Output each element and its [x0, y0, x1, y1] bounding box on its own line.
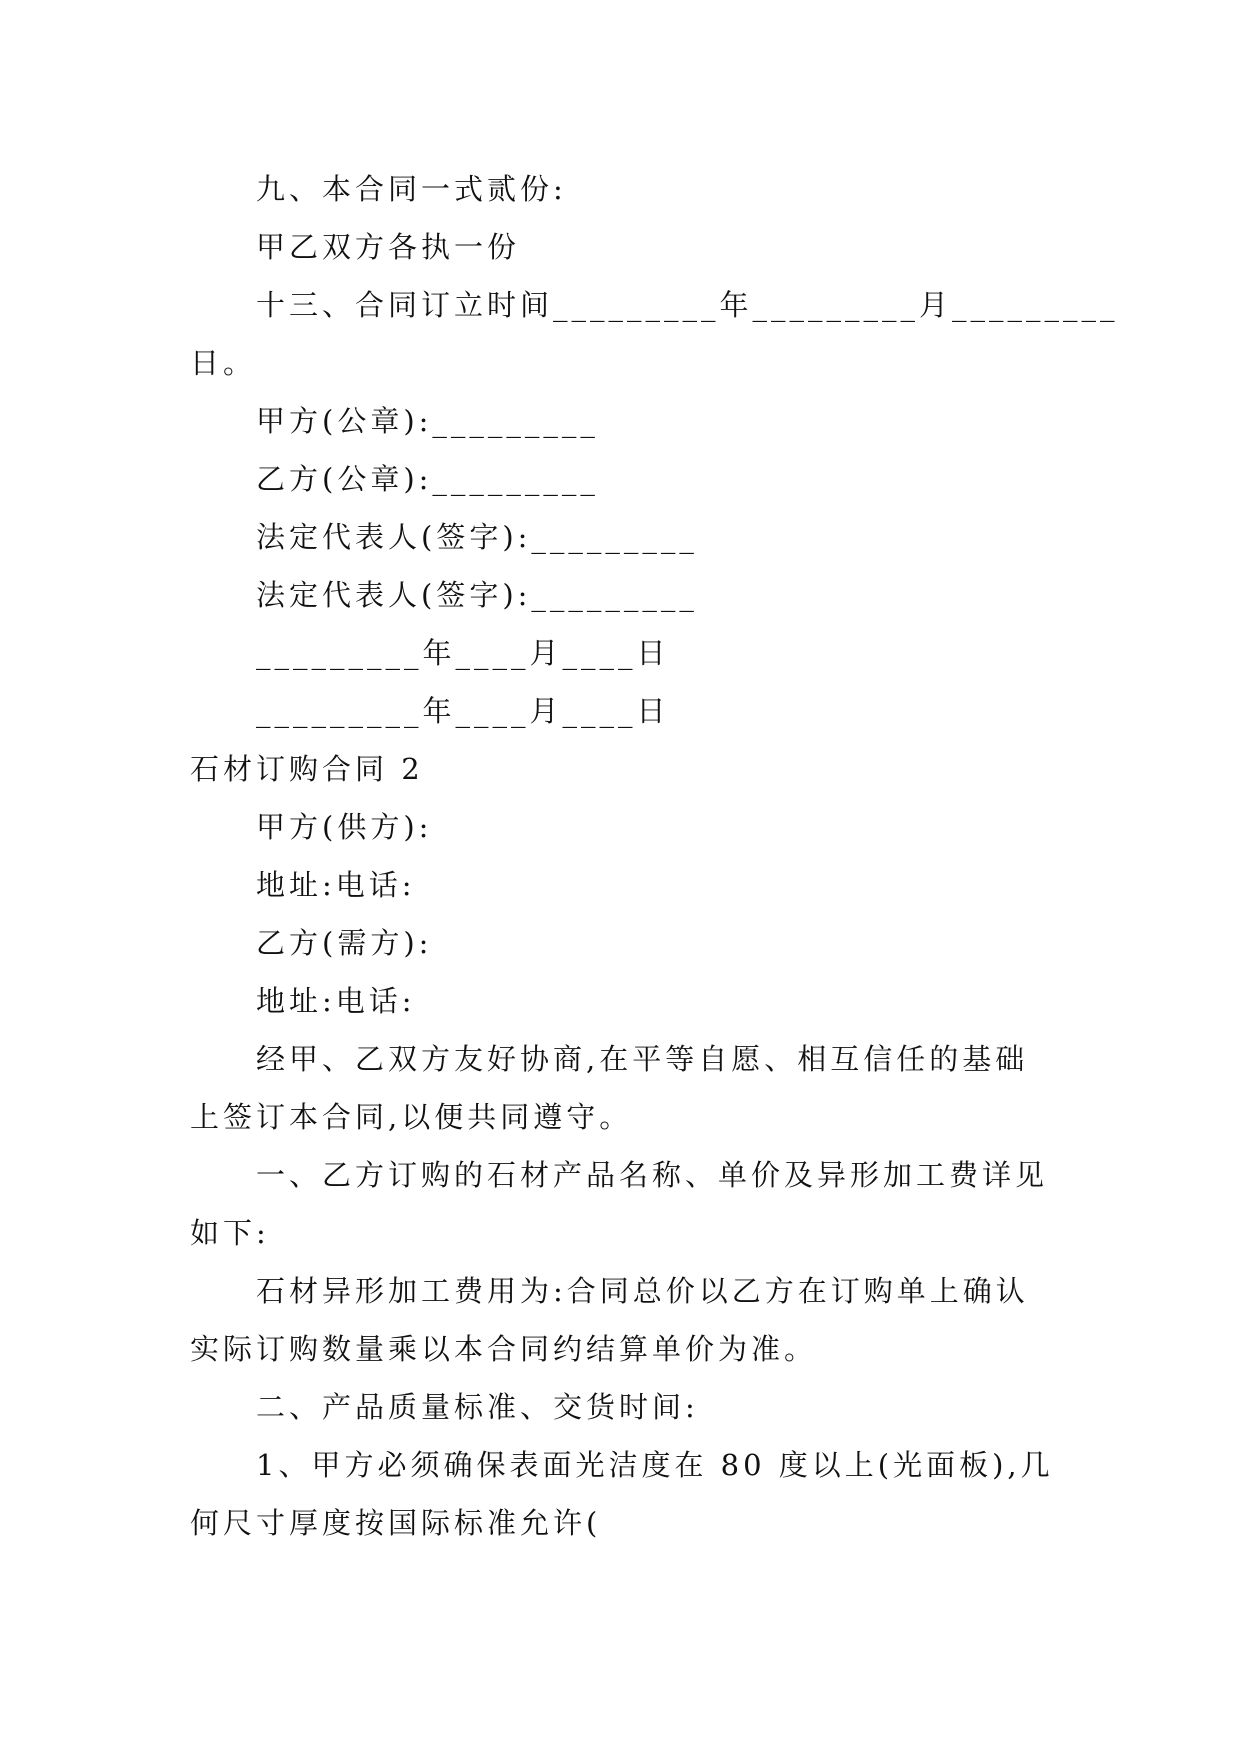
- text-line: 上签订本合同,以便共同遵守。: [190, 1100, 633, 1134]
- text-line: 法定代表人(签字):_________: [256, 520, 698, 554]
- text-line: 石材异形加工费用为:合同总价以乙方在订购单上确认: [256, 1274, 1029, 1308]
- text-line: _________年____月____日: [256, 636, 670, 670]
- text-line: 十三、合同订立时间_________年_________月_________: [256, 288, 1119, 322]
- text-line: 1、甲方必须确保表面光洁度在 80 度以上(光面板),几: [256, 1448, 1054, 1482]
- text-line: 甲方(公章):_________: [256, 404, 599, 438]
- text-line: _________年____月____日: [256, 694, 670, 728]
- text-line: 地址:电话:: [256, 984, 416, 1018]
- text-line: 实际订购数量乘以本合同约结算单价为准。: [190, 1332, 818, 1366]
- text-line: 地址:电话:: [256, 868, 416, 902]
- text-line: 何尺寸厚度按国际标准允许(: [190, 1506, 602, 1540]
- text-line: 经甲、乙双方友好协商,在平等自愿、相互信任的基础: [256, 1042, 1029, 1076]
- document-body: [190, 160, 1119, 1552]
- text-line: 乙方(需方):: [256, 926, 433, 960]
- text-line: 甲乙双方各执一份: [256, 230, 521, 264]
- section-heading: 石材订购合同 2: [190, 752, 424, 786]
- text-line: 二、产品质量标准、交货时间:: [256, 1390, 699, 1424]
- text-line: 九、本合同一式贰份:: [256, 172, 567, 206]
- text-line: 法定代表人(签字):_________: [256, 578, 698, 612]
- text-line: 乙方(公章):_________: [256, 462, 599, 496]
- text-line: 日。: [190, 346, 257, 380]
- text-line: 一、乙方订购的石材产品名称、单价及异形加工费详见: [256, 1158, 1049, 1192]
- text-line: 甲方(供方):: [256, 810, 433, 844]
- text-line: 如下:: [190, 1216, 270, 1250]
